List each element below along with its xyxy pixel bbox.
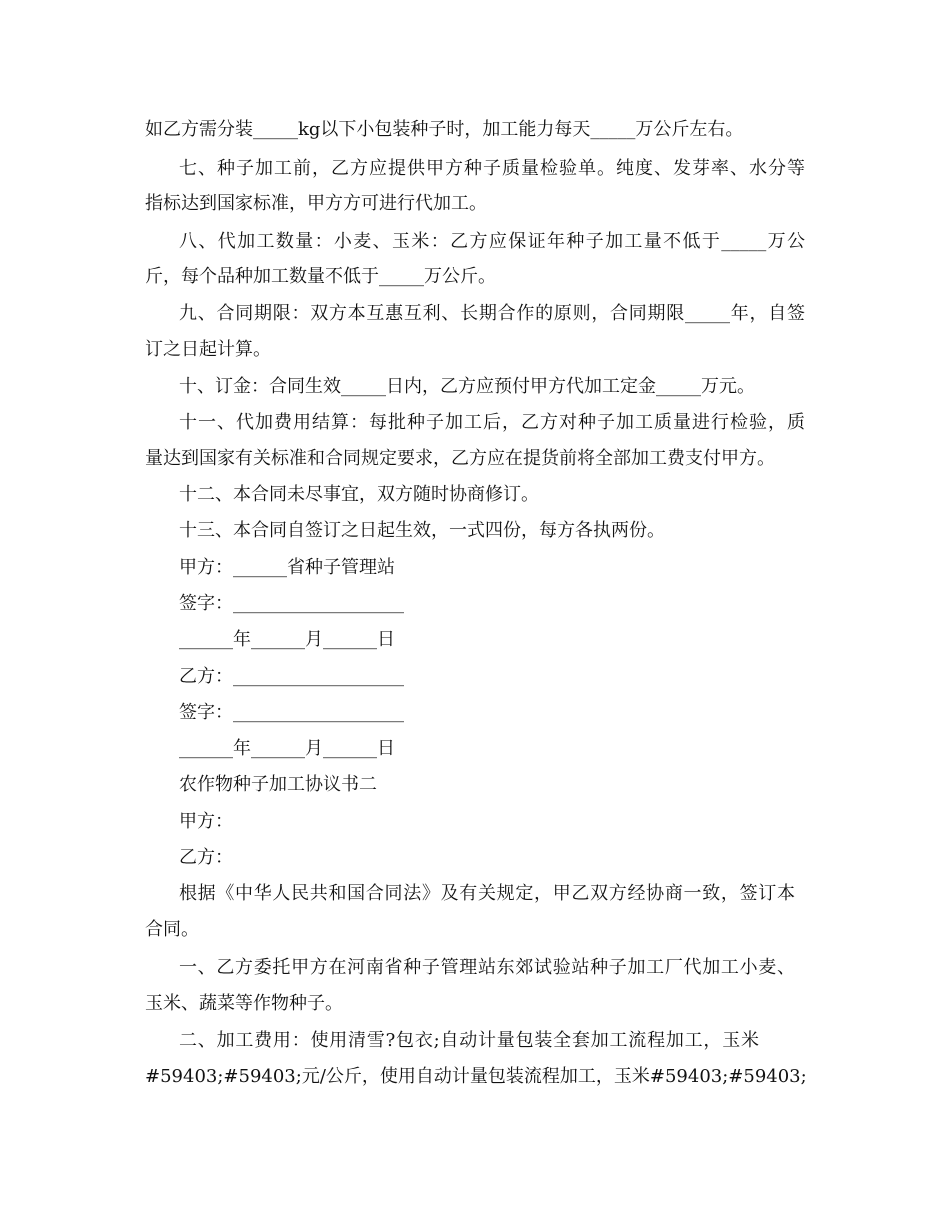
text-line: 指标达到国家标准，甲方方可进行代加工。 — [145, 193, 487, 214]
text-line: 十、订金：合同生效_____日内，乙方应预付甲方代加工定金_____万元。 — [179, 376, 755, 397]
text-line: 合同。 — [145, 919, 199, 940]
date-line: ______年______月______日 — [179, 738, 395, 759]
text-line: 根据《中华人民共和国合同法》及有关规定，甲乙双方经协商一致，签订本 — [179, 883, 795, 904]
text-line: 一、乙方委托甲方在河南省种子管理站东郊试验站种子加工厂代加工小麦、 — [179, 957, 795, 978]
text-line: 斤，每个品种加工数量不低于_____万公斤。 — [145, 266, 496, 287]
text-line: #59403;#59403;元/公斤，使用自动计量包装流程加工，玉米#59403;#59403; — [145, 1066, 807, 1087]
signature-line: 签字：___________________ — [179, 702, 404, 723]
text-line: 九、合同期限：双方本互惠互利、长期合作的原则，合同期限_____年，自签 — [179, 303, 805, 324]
text-line: 七、种子加工前，乙方应提供甲方种子质量检验单。纯度、发芽率、水分等 — [179, 158, 805, 179]
signature-party-b: 乙方：___________________ — [179, 666, 404, 687]
text-line: 订之日起计算。 — [145, 339, 271, 360]
text-line: 八、代加工数量：小麦、玉米：乙方应保证年种子加工量不低于_____万公 — [179, 231, 805, 252]
signature-party-a: 甲方：______省种子管理站 — [179, 557, 395, 578]
party-a-label: 甲方： — [179, 811, 233, 832]
date-line: ______年______月______日 — [179, 629, 395, 650]
text-line: 十三、本合同自签订之日起生效，一式四份，每方各执两份。 — [179, 520, 665, 541]
section-title: 农作物种子加工协议书二 — [179, 774, 377, 795]
text-line: 二、加工费用：使用清雪?包衣;自动计量包装全套加工流程加工，玉米 — [179, 1030, 759, 1051]
text-line: 如乙方需分装_____kg以下小包装种子时，加工能力每天_____万公斤左右。 — [145, 119, 744, 140]
text-line: 十一、代加费用结算：每批种子加工后，乙方对种子加工质量进行检验，质 — [179, 412, 805, 433]
text-line: 量达到国家有关标准和合同规定要求，乙方应在提货前将全部加工费支付甲方。 — [145, 448, 775, 469]
text-line: 十二、本合同未尽事宜，双方随时协商修订。 — [179, 484, 539, 505]
text-line: 玉米、蔬菜等作物种子。 — [145, 993, 343, 1014]
party-b-label: 乙方： — [179, 847, 233, 868]
signature-line: 签字：___________________ — [179, 593, 404, 614]
